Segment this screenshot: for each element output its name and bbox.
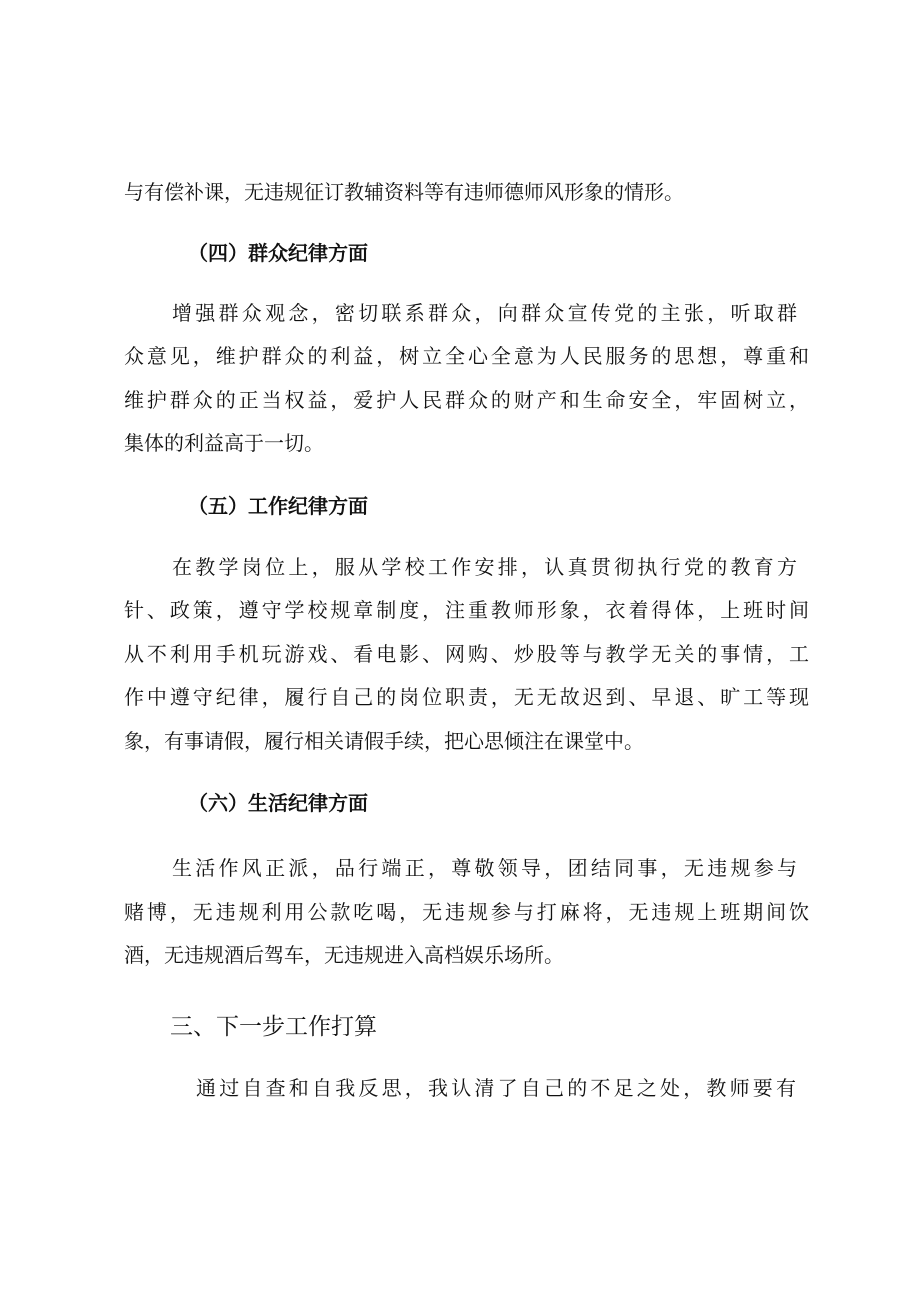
- paragraph-line: 赌博，无违规利用公款吃喝，无违规参与打麻将，无违规上班期间饮: [124, 900, 809, 924]
- paragraph-line: 通过自查和自我反思，我认清了自己的不足之处，教师要有: [196, 1076, 796, 1100]
- paragraph-line: 作中遵守纪律，履行自己的岗位职责，无无故迟到、早退、旷工等现: [124, 685, 809, 709]
- paragraph-line: 维护群众的正当权益，爱护人民群众的财产和生命安全，牢固树立，: [124, 388, 809, 412]
- heading-work-discipline: （五）工作纪律方面: [188, 494, 368, 518]
- paragraph-line: 众意见，维护群众的利益，树立全心全意为人民服务的思想，尊重和: [124, 344, 809, 368]
- paragraph-line: 针、政策，遵守学校规章制度，注重教师形象，衣着得体，上班时间: [124, 598, 809, 622]
- paragraph-line: 在教学岗位上，服从学校工作安排，认真贯彻执行党的教育方: [172, 555, 797, 579]
- heading-life-discipline: （六）生活纪律方面: [188, 791, 368, 815]
- paragraph-line: 增强群众观念，密切联系群众，向群众宣传党的主张，听取群: [172, 301, 797, 325]
- paragraph-line: 从不利用手机玩游戏、看电影、网购、炒股等与教学无关的事情，工: [124, 642, 809, 666]
- paragraph-line: 酒，无违规酒后驾车，无违规进入高档娱乐场所。: [124, 943, 564, 967]
- paragraph-line: 生活作风正派，品行端正，尊敬领导，团结同事，无违规参与: [172, 856, 797, 880]
- section-title-next-steps: 三、下一步工作打算: [170, 1014, 377, 1040]
- paragraph-line: 集体的利益高于一切。: [124, 431, 324, 455]
- heading-mass-discipline: （四）群众纪律方面: [188, 241, 368, 265]
- carryover-line: 与有偿补课，无违规征订教辅资料等有违师德师风形象的情形。: [124, 180, 684, 204]
- paragraph-line: 象，有事请假，履行相关请假手续，把心思倾注在课堂中。: [124, 729, 644, 753]
